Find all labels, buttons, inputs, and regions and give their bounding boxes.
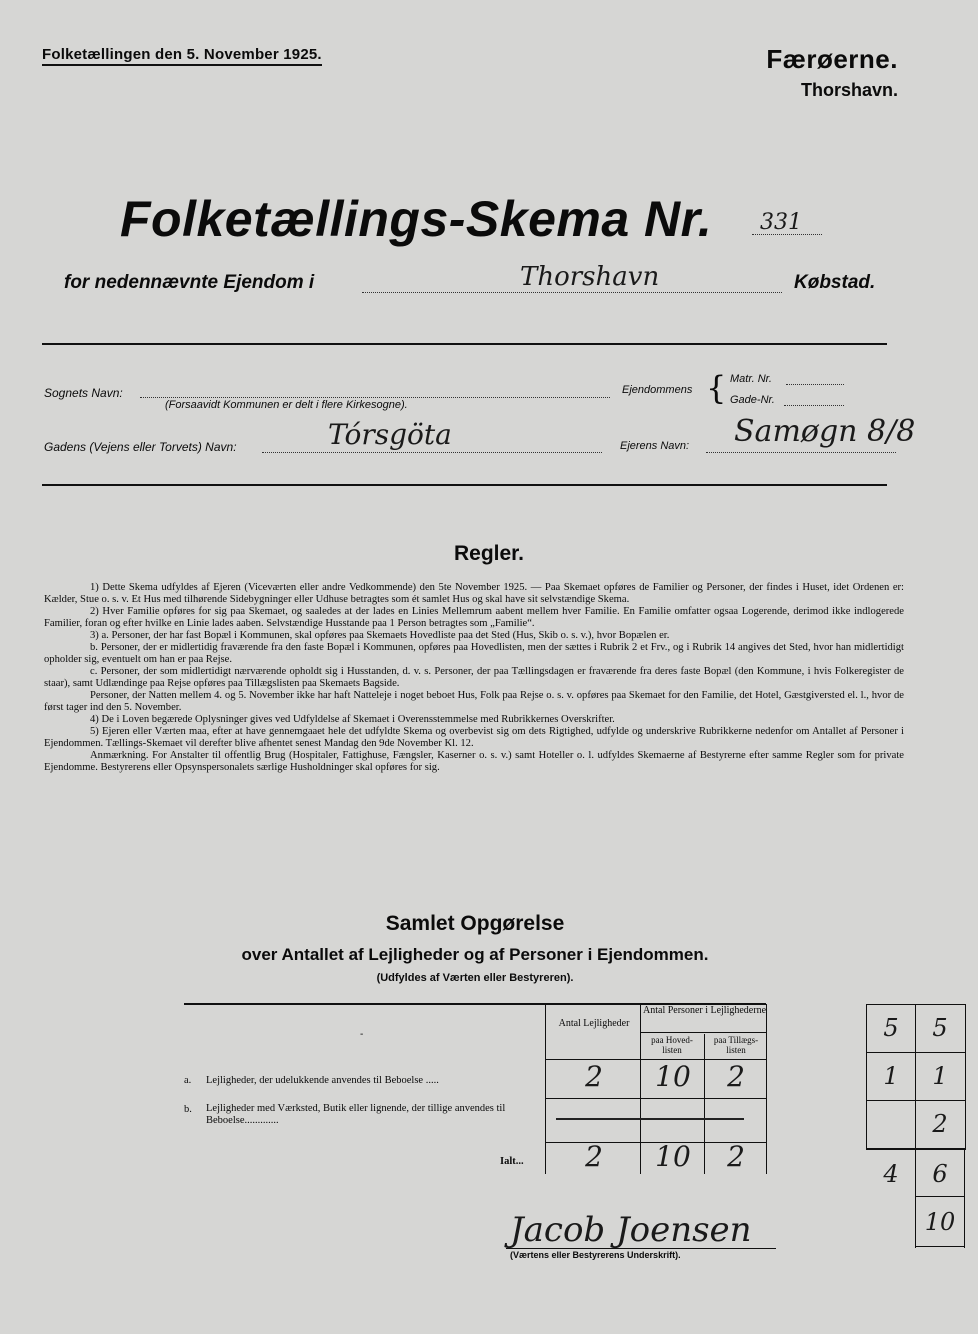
row-b-dash-line (556, 1118, 744, 1120)
signature-caption: (Værtens eller Bestyrerens Underskrift). (510, 1250, 681, 1260)
row-a-label: Lejligheder, der udelukkende anvendes til Beboelse ..... (206, 1075, 439, 1086)
col-persons-header: Antal Personer i Lejlighederne (643, 1005, 767, 1016)
row-total-label: Ialt... (500, 1156, 524, 1167)
rules-paragraph-3a: 3) a. Personer, der har fast Bopæl i Kommunen, skal opføres paa Skemaets Hovedliste paa det Sted (Hus, Skib o. s. v.), hvor Bopælen er. (90, 630, 670, 641)
property-town-value: Thorshavn (520, 262, 660, 292)
matr-label: Matr. Nr. (730, 373, 772, 385)
table-vline-1 (545, 1004, 546, 1174)
row-b-label: Lejligheder med Værksted, Butik eller lignende, der tillige anvendes til Beboelse............. (206, 1103, 506, 1126)
gade-label: Gade-Nr. (730, 394, 775, 406)
side-r2c2: 1 (932, 1062, 948, 1090)
side-r4c2: 6 (932, 1160, 948, 1188)
form-title: Folketællings-Skema Nr. (120, 191, 713, 247)
side-r5c2: 10 (924, 1208, 956, 1236)
table-vline-3 (704, 1034, 705, 1174)
col-main-list-header: paa Hoved-listen (651, 1035, 693, 1055)
rules-paragraph-night: Personer, der Natten mellem 4. og 5. November ikke har haft Natteleje i noget beboet Hus, Folk paa Rejse o. s. v. opføres paa Skemaet for den Familie, det Hotel, Gæstgiversted el. l., hvor de først tager ind den 5. November. (44, 690, 904, 713)
side-r4c1: 4 (883, 1160, 899, 1188)
summary-subtitle: over Antallet af Lejligheder og af Personer i Ejendommen. (241, 945, 709, 964)
rules-paragraph-3b: b. Personer, der er midlertidig fraværende fra den faste Bopæl i Kommunen, opføres paa Hovedlisten, men der sættes i Rubrik 2 et Frv., og i Rubrik 14 angives det Sted, hvor han midlertidigt opholder sig, eventuelt om han er paa Rejse. (44, 642, 904, 665)
owner-label: Ejerens Navn: (620, 440, 690, 452)
form-number-line (752, 234, 822, 235)
side-tally-hline-1 (866, 1052, 965, 1053)
gade-dotline (784, 405, 844, 406)
side-tally-hline-2 (866, 1100, 965, 1101)
table-vline-4 (766, 1004, 767, 1174)
summary-note: (Udfyldes af Værten eller Bestyreren). (376, 972, 574, 984)
side-tally-hline-4 (915, 1196, 965, 1197)
col-apartments-header: Antal Lejligheder (558, 1018, 630, 1029)
matr-dotline (786, 384, 844, 385)
table-dash: - (360, 1029, 364, 1040)
side-tally-vline-right (964, 1148, 965, 1248)
region-name: Færøerne. (766, 44, 898, 74)
row-total-main: 10 (655, 1140, 691, 1173)
side-r1c1: 5 (883, 1014, 899, 1042)
rules-paragraph-3c: c. Personer, der som midlertidigt nærværende opholdt sig i Husstanden, d. v. s. Personer, der paa Tællingsdagen er fraværende fra deres faste Bopæl (den Kommune, i hvis Folkeregister de staar), samt Udlændinge paa Rejse opføres paa Tillægslisten paa Skemaets Bagside. (44, 666, 904, 689)
side-tally-vline (915, 1004, 916, 1248)
row-a-supp: 2 (727, 1060, 745, 1093)
parish-note: (Forsaavidt Kommunen er delt i flere Kirkesogne). (165, 399, 408, 411)
col-supp-list-header: paa Tillægs-listen (713, 1035, 759, 1055)
row-a-main: 10 (655, 1060, 691, 1093)
rules-title: Regler. (453, 542, 525, 565)
form-number-value: 331 (760, 210, 802, 235)
rules-paragraph-1: 1) Dette Skema udfyldes af Ejeren (Viceværten eller andre Vedkommende) den 5te November 1925. — Paa Skemaet opføres de Familier og Personer, der findes i Huset, idet Ordenen er: Kælder, Stue o. s. v. Et Hus med tilhørende Sidebygninger eller Udhuse betragtes som ét samlet Hus og skal have sit selvstændige Skema. (44, 582, 904, 605)
property-town-dotline (362, 292, 782, 293)
table-hline-a (545, 1098, 767, 1099)
rules-paragraph-note: Anmærkning. For Anstalter til offentlig Brug (Hospitaler, Fattighuse, Fængsler, Kaserner o. s. v.) samt Hoteller o. l. udfyldes Skemaerne af Bestyrerne efter samme Regler som for private Ejendomme. Bestyrerens eller Opsynspersonalets særlige Husholdninger skal opføres for sig. (44, 750, 904, 773)
side-tally-hline-5 (915, 1246, 965, 1247)
rules-paragraph-2: 2) Hver Familie opføres for sig paa Skemaet, og saaledes at der lades en Linies Mellemrum aabent mellem hver Familie. En Familie omfatter ogsaa Logerende, derimod ikke indlogerede Familier, foran og efter hvilke en Linie lades aaben. Selvstændige Husstande paa 1 Person betragtes som „Familie“. (44, 606, 904, 629)
signature-handwriting: Jacob Joensen (510, 1210, 752, 1250)
street-value: Tórsgöta (328, 418, 452, 451)
census-date-line: Folketællingen den 5. November 1925. (42, 46, 322, 66)
property-line-suffix: Købstad. (794, 272, 876, 293)
property-line-prefix: for nedennævnte Ejendom i (64, 272, 315, 293)
owner-dotline (706, 452, 896, 453)
property-label: Ejendommens (622, 384, 693, 396)
street-dotline (262, 452, 602, 453)
divider-top (42, 343, 887, 345)
town-name: Thorshavn. (800, 80, 898, 100)
side-r2c1: 1 (883, 1062, 899, 1090)
row-a-letter: a. (184, 1075, 192, 1086)
parish-dotline (140, 397, 610, 398)
table-vline-2 (640, 1004, 641, 1174)
brace-icon: { (706, 369, 727, 407)
divider-fields (42, 484, 887, 486)
street-label: Gadens (Vejens eller Torvets) Navn: (44, 440, 237, 454)
row-total-apartments: 2 (585, 1140, 603, 1173)
row-total-supp: 2 (727, 1140, 745, 1173)
rules-paragraph-4: 4) De i Loven begærede Oplysninger gives ved Udfyldelse af Skemaet i Overensstemmelse med Rubrikkernes Overskrifter. (90, 714, 615, 725)
side-r3c2: 2 (932, 1110, 948, 1138)
side-tally-hline-3 (866, 1148, 965, 1149)
owner-value: Samøgn 8/8 (734, 414, 916, 449)
summary-title: Samlet Opgørelse (385, 912, 565, 935)
table-hline-sub (640, 1032, 767, 1033)
row-b-letter: b. (184, 1104, 192, 1115)
row-a-apartments: 2 (585, 1060, 603, 1093)
signature-line (506, 1248, 776, 1249)
rules-text (44, 582, 904, 774)
rules-paragraph-5: 5) Ejeren eller Værten maa, efter at have gennemgaaet hele det udfyldte Skema og overbevist sig om dets Rigtighed, udfylde og underskrive Rubrikkerne nedenfor om Antallet af Personer i Ejendommen. Tællings-Skemaet vil derefter blive afhentet senest Mandag den 9de November Kl. 12. (44, 726, 904, 749)
parish-label: Sognets Navn: (44, 386, 123, 400)
side-r1c2: 5 (932, 1014, 948, 1042)
